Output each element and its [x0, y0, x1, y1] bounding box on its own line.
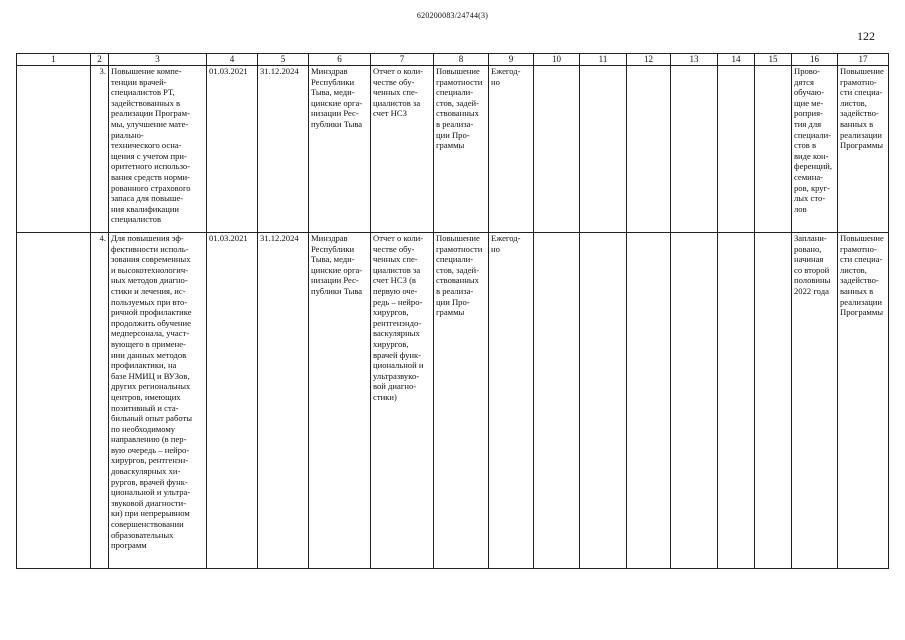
table-cell: [627, 66, 671, 233]
measure-description: Для повышения эф- фективности исполь- зования современных и высокотехнологич- ных методов диагно- стики и лечения, ис- пользуемых при вто- ричной профилактике продолжить обучение медперсонала, участ- вующего в примене- нии данных методов профилактики, на базе НМИЦ и ВУЗов, других региональных центров, имеющих позитивный и ста- бильный опыт работы по необходимому направлению (в пер- вую очередь – нейро- хирургов, рентгенэн- доваскулярных хи- рургов, врачей функ- циональной и ультра- звуковой диагности- ки) при непрерывном совершенствовании образовательных программ: [109, 233, 207, 569]
table-cell: [671, 233, 718, 569]
column-header: 6: [309, 54, 371, 66]
end-date: 31.12.2024: [258, 66, 309, 233]
table-row: [17, 66, 889, 233]
table-row: [17, 233, 889, 569]
column-header: 16: [792, 54, 838, 66]
column-header: 4: [207, 54, 258, 66]
table-cell: [755, 233, 792, 569]
table-cell: [534, 233, 580, 569]
responsible-executor: Минздрав Республики Тыва, меди- цинские орга- низации Рес- публики Тыва: [309, 233, 371, 569]
row-number: 3.: [91, 66, 109, 233]
table-cell: [17, 66, 91, 233]
program-measures-table: [16, 53, 889, 569]
row-number: 4.: [91, 233, 109, 569]
column-header: 8: [434, 54, 489, 66]
start-date: 01.03.2021: [207, 233, 258, 569]
achieved-result: Повышение грамотно- сти специа- листов, задейство- ванных в реализации Программы: [838, 233, 889, 569]
start-date: 01.03.2021: [207, 66, 258, 233]
column-header: 10: [534, 54, 580, 66]
reporting-form: Отчет о коли- честве обу- ченных спе- циалистов за счет НСЗ: [371, 66, 434, 233]
column-header: 14: [718, 54, 755, 66]
table-cell: [17, 233, 91, 569]
column-header: 12: [627, 54, 671, 66]
column-number-row: [17, 54, 889, 66]
column-header: 1: [17, 54, 91, 66]
table-cell: [580, 66, 627, 233]
expected-result: Повышение грамотности специали- стов, задей- ствованных в реализа- ции Про- граммы: [434, 66, 489, 233]
end-date: 31.12.2024: [258, 233, 309, 569]
document-id: 620200083/24744(3): [416, 11, 489, 20]
table-cell: [580, 233, 627, 569]
column-header: 5: [258, 54, 309, 66]
table-cell: [627, 233, 671, 569]
column-header: 17: [838, 54, 889, 66]
column-header: 11: [580, 54, 627, 66]
execution-status: Заплани- ровано, начиная со второй половины 2022 года: [792, 233, 838, 569]
table-cell: [534, 66, 580, 233]
reporting-form: Отчет о коли- честве обу- ченных спе- циалистов за счет НСЗ (в первую оче- редь – нейро- хирургов, рентгенэндо- васкулярных хирургов, врачей функ- циональной и ультразвуко- вой диагно- стики): [371, 233, 434, 569]
responsible-executor: Минздрав Республики Тыва, меди- цинские орга- низации Рес- публики Тыва: [309, 66, 371, 233]
column-header: 15: [755, 54, 792, 66]
expected-result: Повышение грамотности специали- стов, задей- ствованных в реализа- ции Про- граммы: [434, 233, 489, 569]
achieved-result: Повышение грамотно- сти специа- листов, задейство- ванных в реализации Программы: [838, 66, 889, 233]
page-number: 122: [857, 29, 875, 43]
column-header: 3: [109, 54, 207, 66]
table-cell: [718, 66, 755, 233]
table-cell: [755, 66, 792, 233]
frequency: Ежегод- но: [489, 233, 534, 569]
table-cell: [718, 233, 755, 569]
measure-description: Повышение компе- тенции врачей- специалистов РТ, задействованных в реализации Програм- мы, улучшение мате- риально- технического осна- щения с учетом при- оритетного использо- вания средств норми- рованного страхового запаса для повыше- ния квалификации специалистов: [109, 66, 207, 233]
execution-status: Прово- дятся обучаю- щие ме- роприя- тия для специали- стов в виде кон- ференций, семина- ров, круг- лых сто- лов: [792, 66, 838, 233]
table-cell: [671, 66, 718, 233]
column-header: 13: [671, 54, 718, 66]
column-header: 9: [489, 54, 534, 66]
frequency: Ежегод- но: [489, 66, 534, 233]
column-header: 2: [91, 54, 109, 66]
column-header: 7: [371, 54, 434, 66]
